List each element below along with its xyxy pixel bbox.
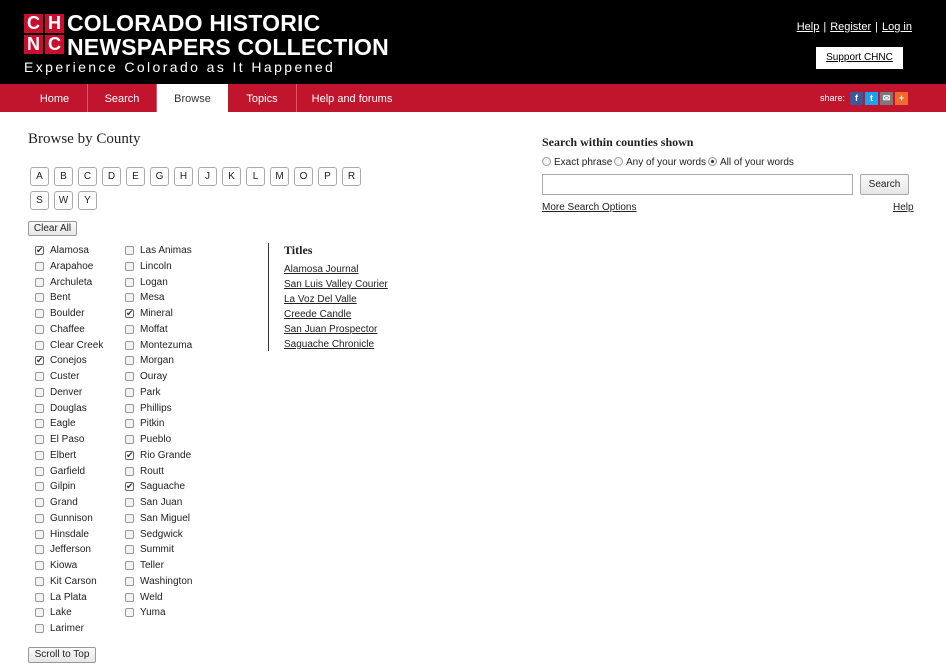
county-checkbox[interactable] — [125, 278, 134, 287]
chnc-logo[interactable] — [24, 14, 65, 55]
county-checkbox[interactable] — [125, 577, 134, 586]
county-checkbox[interactable] — [125, 435, 134, 444]
county-checkbox[interactable] — [35, 325, 44, 334]
scroll-to-top-button[interactable]: Scroll to Top — [28, 647, 96, 663]
county-label[interactable]: Ouray — [140, 371, 168, 382]
county-label[interactable]: Clear Creek — [50, 339, 104, 351]
any-words-radio[interactable] — [614, 157, 623, 166]
title-link[interactable]: San Juan Prospector — [284, 324, 378, 335]
letter-button-s[interactable]: S — [30, 191, 49, 210]
county-checkbox[interactable] — [125, 467, 134, 476]
county-label[interactable]: Morgan — [140, 355, 174, 367]
letter-button-c[interactable]: C — [78, 167, 97, 186]
site-title-line2: NEWSPAPERS COLLECTION — [67, 34, 389, 60]
county-label[interactable]: Summit — [140, 544, 174, 556]
county-checkbox[interactable] — [125, 608, 134, 617]
logo-letter: C — [24, 14, 43, 33]
county-label[interactable]: Saguache — [140, 481, 186, 493]
county-checkbox[interactable] — [125, 404, 134, 413]
letter-button-m[interactable]: M — [270, 167, 289, 186]
county-label[interactable]: Teller — [140, 560, 164, 571]
county-label[interactable]: Arapahoe — [50, 260, 94, 272]
county-label[interactable]: Jefferson — [50, 544, 91, 556]
county-label[interactable]: Bent — [50, 292, 71, 304]
county-label[interactable]: Gunnison — [50, 512, 93, 524]
title-link[interactable]: La Voz Del Valle — [284, 294, 357, 305]
any-words-label[interactable]: Any of your words — [626, 157, 707, 168]
letter-button-e[interactable]: E — [126, 167, 145, 186]
county-checkbox[interactable] — [35, 577, 44, 586]
county-label[interactable]: Alamosa — [50, 245, 89, 256]
county-checkbox[interactable] — [125, 372, 134, 381]
clear-all-button[interactable]: Clear All — [28, 221, 77, 236]
county-label[interactable]: Phillips — [140, 402, 172, 414]
county-checkbox[interactable] — [125, 451, 134, 460]
county-label[interactable]: Elbert — [50, 449, 77, 461]
share-label: share: — [820, 93, 846, 103]
county-checkbox[interactable] — [35, 372, 44, 381]
county-checkbox[interactable] — [125, 419, 134, 428]
county-checkbox[interactable] — [125, 356, 134, 365]
county-label[interactable]: Las Animas — [140, 245, 192, 256]
county-label[interactable]: Douglas — [50, 402, 87, 414]
county-checkbox[interactable] — [125, 514, 134, 523]
county-checkbox[interactable] — [125, 341, 134, 350]
county-checkbox[interactable] — [125, 482, 134, 491]
nav-search[interactable]: Search — [88, 84, 157, 112]
letter-button-j[interactable]: J — [198, 167, 217, 186]
county-checkbox[interactable] — [125, 388, 134, 397]
county-label[interactable]: Lake — [50, 607, 72, 619]
county-checkbox[interactable] — [125, 593, 134, 602]
titles-heading: Titles — [284, 243, 313, 257]
county-label[interactable]: Kiowa — [50, 560, 78, 571]
county-checkbox[interactable] — [35, 545, 44, 554]
letter-button-r[interactable]: R — [342, 167, 361, 186]
county-checkbox[interactable] — [35, 451, 44, 460]
logo-letter: H — [45, 14, 64, 33]
county-label[interactable]: San Juan — [140, 497, 183, 508]
county-label[interactable]: Weld — [140, 591, 163, 603]
title-link[interactable]: San Luis Valley Courier — [284, 279, 388, 290]
county-checkbox[interactable] — [35, 293, 44, 302]
county-label[interactable]: Garfield — [50, 465, 86, 477]
county-checkbox[interactable] — [35, 435, 44, 444]
all-words-radio[interactable] — [708, 157, 717, 166]
letter-button-b[interactable]: B — [54, 167, 73, 186]
county-label[interactable]: Lincoln — [140, 260, 172, 272]
email-icon[interactable]: ✉ — [880, 92, 893, 105]
exact-phrase-label[interactable]: Exact phrase — [554, 157, 613, 168]
county-label[interactable]: Boulder — [50, 308, 85, 319]
county-label[interactable]: Grand — [50, 497, 78, 508]
title-link[interactable]: Creede Candle — [284, 309, 352, 320]
all-words-label[interactable]: All of your words — [720, 157, 794, 168]
county-checkbox[interactable] — [35, 482, 44, 491]
nav-browse[interactable]: Browse — [157, 84, 228, 112]
logo-letter: C — [45, 35, 64, 54]
search-input[interactable] — [542, 174, 853, 195]
letter-button-h[interactable]: H — [174, 167, 193, 186]
exact-phrase-radio[interactable] — [542, 157, 551, 166]
letter-button-g[interactable]: G — [150, 167, 169, 186]
county-checkbox[interactable] — [35, 624, 44, 633]
county-checkbox[interactable] — [35, 309, 44, 318]
county-checkbox[interactable] — [35, 593, 44, 602]
login-link[interactable]: Log in — [882, 21, 912, 33]
county-checkbox[interactable] — [35, 278, 44, 287]
nav-topics[interactable]: Topics — [228, 84, 297, 112]
county-label[interactable]: Montezuma — [140, 339, 193, 351]
county-checkbox[interactable] — [35, 467, 44, 476]
county-checkbox[interactable] — [35, 608, 44, 617]
county-label[interactable]: San Miguel — [140, 512, 191, 524]
search-button[interactable]: Search — [860, 174, 909, 195]
page-title: Browse by County — [28, 131, 141, 147]
county-checkbox[interactable] — [35, 404, 44, 413]
county-label[interactable]: Archuleta — [50, 276, 93, 288]
search-help-link[interactable]: Help — [893, 202, 914, 213]
county-label[interactable]: Park — [140, 386, 161, 398]
county-checkbox[interactable] — [35, 514, 44, 523]
county-label[interactable]: Larimer — [50, 623, 84, 634]
letter-button-k[interactable]: K — [222, 167, 241, 186]
nav-home[interactable]: Home — [22, 84, 88, 112]
county-checkbox[interactable] — [35, 262, 44, 271]
nav-help-forums[interactable]: Help and forums — [311, 93, 393, 105]
site-header — [0, 0, 946, 84]
title-link[interactable]: Saguache Chronicle — [284, 339, 375, 350]
county-checkbox[interactable] — [35, 341, 44, 350]
county-checkbox[interactable] — [35, 561, 44, 570]
county-checkbox[interactable] — [35, 246, 44, 255]
county-checkbox[interactable] — [125, 325, 134, 334]
county-label[interactable]: Chaffee — [50, 323, 85, 335]
more-share-icon[interactable]: + — [895, 92, 908, 105]
county-checkbox[interactable] — [125, 309, 134, 318]
county-checkbox[interactable] — [125, 293, 134, 302]
county-checkbox[interactable] — [35, 419, 44, 428]
county-label[interactable]: Pitkin — [140, 418, 165, 430]
county-checkbox[interactable] — [35, 498, 44, 507]
county-checkbox[interactable] — [125, 530, 134, 539]
county-label[interactable]: Logan — [140, 276, 168, 288]
twitter-icon[interactable]: t — [865, 92, 878, 105]
county-checkbox[interactable] — [35, 356, 44, 365]
county-label[interactable]: Kit Carson — [50, 575, 97, 587]
county-label[interactable]: Pueblo — [140, 434, 172, 445]
search-heading: Search within counties shown — [542, 135, 694, 149]
county-label[interactable]: Mineral — [140, 308, 173, 319]
letter-button-l[interactable]: L — [246, 167, 265, 186]
county-label[interactable]: Sedgwick — [140, 528, 183, 540]
logo-letter: N — [24, 35, 43, 54]
county-label[interactable]: Yuma — [140, 607, 166, 619]
county-label[interactable]: El Paso — [50, 434, 85, 445]
county-label[interactable]: Hinsdale — [50, 528, 89, 540]
county-label[interactable]: Eagle — [50, 418, 76, 430]
county-checkbox[interactable] — [35, 388, 44, 397]
county-label[interactable]: Rio Grande — [140, 449, 192, 461]
letter-button-y[interactable]: Y — [78, 191, 97, 210]
county-label[interactable]: Washington — [140, 575, 193, 587]
county-label[interactable]: Mesa — [140, 292, 165, 304]
county-checkbox[interactable] — [35, 530, 44, 539]
county-label[interactable]: Moffat — [140, 323, 168, 335]
facebook-icon[interactable]: f — [850, 92, 863, 105]
county-label[interactable]: Denver — [50, 386, 83, 398]
letter-button-w[interactable]: W — [54, 191, 73, 210]
county-checkbox[interactable] — [125, 246, 134, 255]
account-links: Help | Register | Log in — [796, 21, 912, 33]
county-label[interactable]: Conejos — [50, 355, 87, 367]
site-title-line1: COLORADO HISTORIC — [67, 10, 321, 36]
support-button[interactable]: Support CHNC — [816, 47, 903, 69]
county-label[interactable]: Custer — [50, 371, 80, 382]
more-search-options-link[interactable]: More Search Options — [542, 202, 637, 213]
letter-button-d[interactable]: D — [102, 167, 121, 186]
letter-button-p[interactable]: P — [318, 167, 337, 186]
site-title[interactable] — [67, 11, 389, 59]
county-checkbox[interactable] — [125, 262, 134, 271]
county-checkbox[interactable] — [125, 498, 134, 507]
county-label[interactable]: Routt — [140, 465, 164, 477]
county-checkbox[interactable] — [125, 545, 134, 554]
county-checkbox[interactable] — [125, 561, 134, 570]
site-tagline: Experience Colorado as It Happened — [24, 59, 336, 75]
title-link[interactable]: Alamosa Journal — [284, 264, 359, 275]
letter-button-o[interactable]: O — [294, 167, 313, 186]
help-link-top[interactable]: Help — [796, 21, 820, 33]
register-link[interactable]: Register — [830, 21, 872, 33]
titles-divider — [268, 243, 269, 351]
county-label[interactable]: Gilpin — [50, 481, 76, 493]
main-nav — [0, 84, 946, 112]
county-label[interactable]: La Plata — [50, 591, 87, 603]
letter-button-a[interactable]: A — [30, 167, 49, 186]
